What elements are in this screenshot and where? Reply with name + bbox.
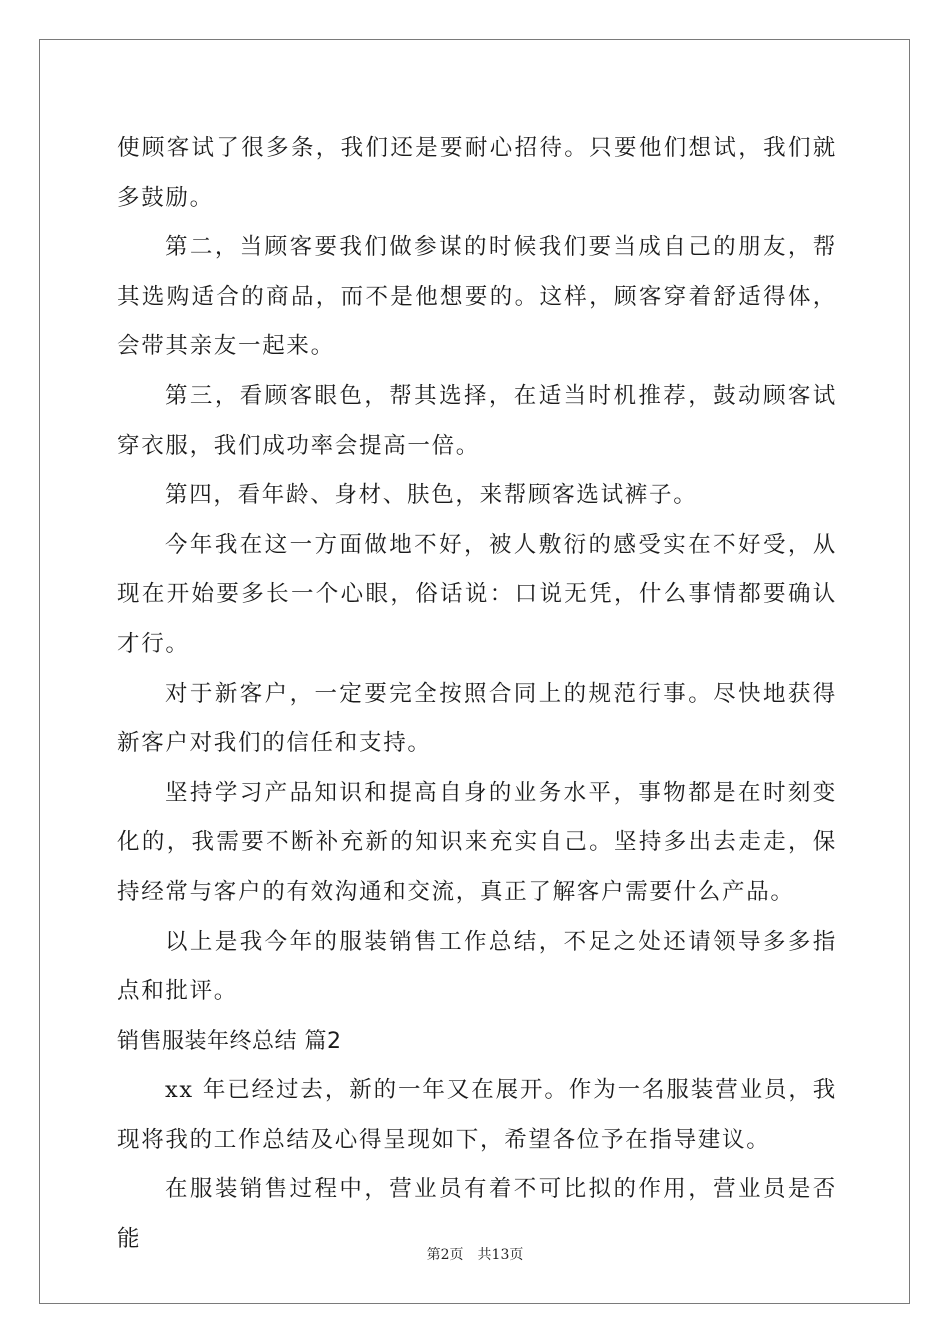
paragraph: 在服装销售过程中，营业员有着不可比拟的作用，营业员是否能 xyxy=(117,1176,837,1253)
section-heading: 销售服装年终总结 篇2 xyxy=(117,1028,342,1054)
paragraph: xx 年已经过去，新的一年又在展开。作为一名服装营业员，我现将我的工作总结及心得呈现如下，希望各位予在指导建议。 xyxy=(117,1077,837,1153)
paragraph: 第三，看顾客眼色，帮其选择，在适当时机推荐，鼓动顾客试穿衣服，我们成功率会提高一倍。 xyxy=(117,382,837,459)
paragraph: 第四，看年龄、身材、肤色，来帮顾客选试裤子。 xyxy=(165,482,698,509)
paragraph: 今年我在这一方面做地不好，被人敷衍的感受实在不好受，从现在开始要多长一个心眼，俗话说：口说无凭，什么事情都要确认才行。 xyxy=(117,531,837,657)
paragraph: 第二，当顾客要我们做参谋的时候我们要当成自己的朋友，帮其选购适合的商品，而不是他想要的。这样，顾客穿着舒适得体，会带其亲友一起来。 xyxy=(117,234,837,360)
paragraph: 使顾客试了很多条，我们还是要耐心招待。只要他们想试，我们就多鼓励。 xyxy=(117,135,837,211)
page-number-footer: 第2页 共13页 xyxy=(426,1247,524,1263)
paragraph: 以上是我今年的服装销售工作总结，不足之处还请领导多多指点和批评。 xyxy=(117,928,837,1005)
document-body xyxy=(117,124,837,1265)
paragraph: 坚持学习产品知识和提高自身的业务水平，事物都是在时刻变化的，我需要不断补充新的知识来充实自己。坚持多出去走走，保持经常与客户的有效沟通和交流，真正了解客户需要什么产品。 xyxy=(117,779,837,905)
paragraph: 对于新客户，一定要完全按照合同上的规范行事。尽快地获得新客户对我们的信任和支持。 xyxy=(117,680,837,757)
